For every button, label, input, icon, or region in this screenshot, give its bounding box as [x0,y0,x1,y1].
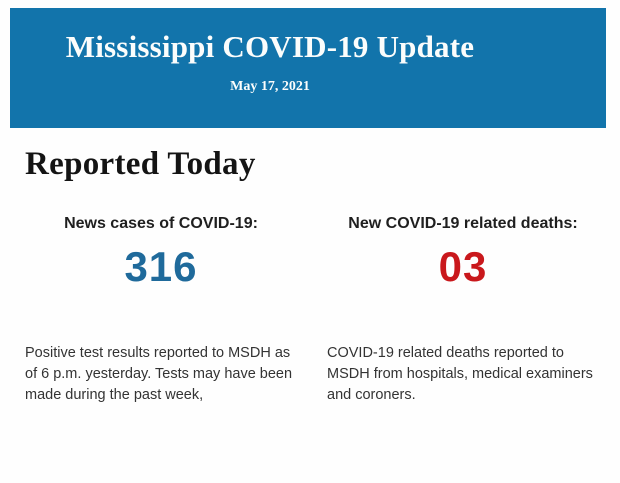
stat-new-cases [25,215,297,406]
stat-value: 316 [124,243,198,290]
stat-description-line: made during the past week, [25,387,204,403]
stat-description-line: and coroners. [327,387,416,403]
stat-description [25,343,297,406]
page-title: Mississippi COVID-19 Update [65,29,475,64]
stat-new-deaths [327,215,599,406]
stat-description-line: of 6 p.m. yesterday. Tests may have been [25,366,293,382]
stat-label: News cases of COVID-19: [64,215,258,232]
section-heading: Reported Today [25,146,256,182]
report-date: May 17, 2021 [230,79,310,94]
stat-label: New COVID-19 related deaths: [348,215,578,232]
header-banner [10,8,606,128]
stat-description [327,343,599,406]
stat-description-line: Positive test results reported to MSDH as [25,345,291,361]
stat-description-line: COVID-19 related deaths reported to [327,345,564,361]
header-banner-content [10,8,606,95]
stats-row [25,215,620,406]
stat-description-line: MSDH from hospitals, medical examiners [327,366,593,382]
stat-value: 03 [438,243,488,290]
